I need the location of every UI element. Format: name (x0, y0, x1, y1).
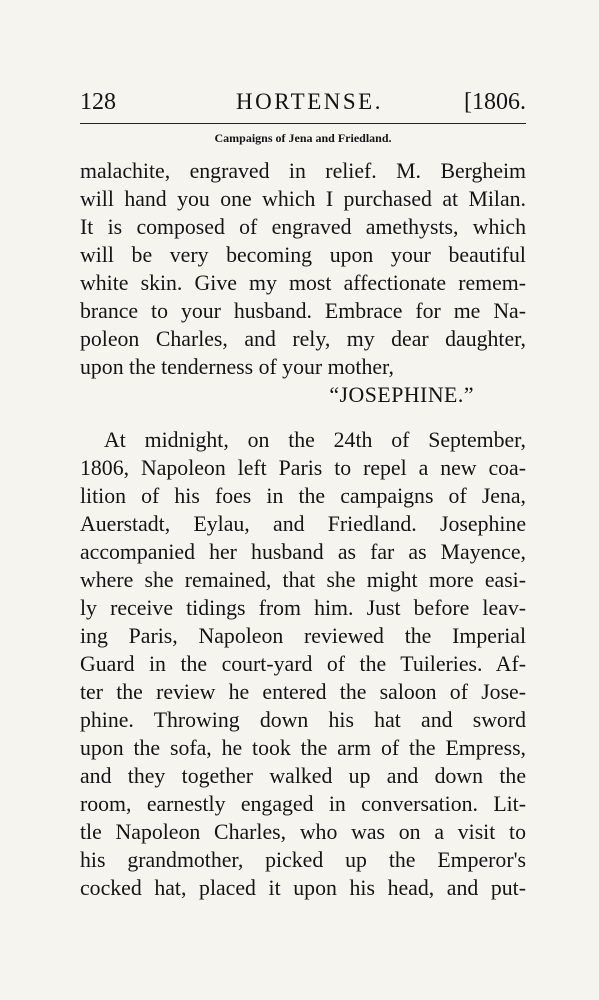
running-title: HORTENSE. (236, 89, 383, 114)
text-line: It is composed of engraved amethysts, which (80, 215, 526, 239)
text-line: brance to your husband. Embrace for me Na- (80, 299, 526, 323)
text-line: accompanied her husband as far as Mayence, (80, 540, 526, 564)
text-line: lition of his foes in the campaigns of Jena, (80, 484, 526, 508)
page-number: 128 (80, 89, 116, 115)
header-rule (80, 123, 526, 124)
text-line: will be very becoming upon your beautiful (80, 243, 526, 267)
header-year: [1806. (464, 89, 526, 115)
text-line: 1806, Napoleon left Paris to repel a new coa- (80, 456, 526, 480)
text-line: ly receive tidings from him. Just before leav- (80, 596, 526, 620)
text-line: cocked hat, placed it upon his head, and put- (80, 876, 526, 900)
letter-paragraph (80, 157, 526, 409)
section-subheading: Campaigns of Jena and Friedland. (214, 131, 392, 145)
text-line: room, earnestly engaged in conversation. Lit- (80, 792, 526, 816)
text-line: Auerstadt, Eylau, and Friedland. Josephine (80, 512, 526, 536)
letter-signature: “JOSEPHINE.” (329, 383, 474, 407)
text-line: upon the tenderness of your mother, (80, 355, 394, 379)
page-header (80, 86, 526, 118)
text-line: ing Paris, Napoleon reviewed the Imperial (80, 624, 526, 648)
text-line: upon the sofa, he took the arm of the Empress, (80, 736, 526, 760)
text-line: where she remained, that she might more easi- (80, 568, 526, 592)
text-line: malachite, engraved in relief. M. Bergheim (80, 159, 526, 183)
narrative-paragraph (80, 426, 526, 902)
text-line: Guard in the court-yard of the Tuileries. Af- (80, 652, 526, 676)
text-line: At midnight, on the 24th of September, (104, 428, 526, 452)
text-line: poleon Charles, and rely, my dear daughter, (80, 327, 526, 351)
text-line: white skin. Give my most affectionate remem- (80, 271, 526, 295)
text-line: will hand you one which I purchased at Milan. (80, 187, 526, 211)
text-line: ter the review he entered the saloon of Jose- (80, 680, 526, 704)
text-line: phine. Throwing down his hat and sword (80, 708, 526, 732)
text-line: his grandmother, picked up the Emperor's (80, 848, 526, 872)
text-line: tle Napoleon Charles, who was on a visit to (80, 820, 526, 844)
text-line: and they together walked up and down the (80, 764, 526, 788)
